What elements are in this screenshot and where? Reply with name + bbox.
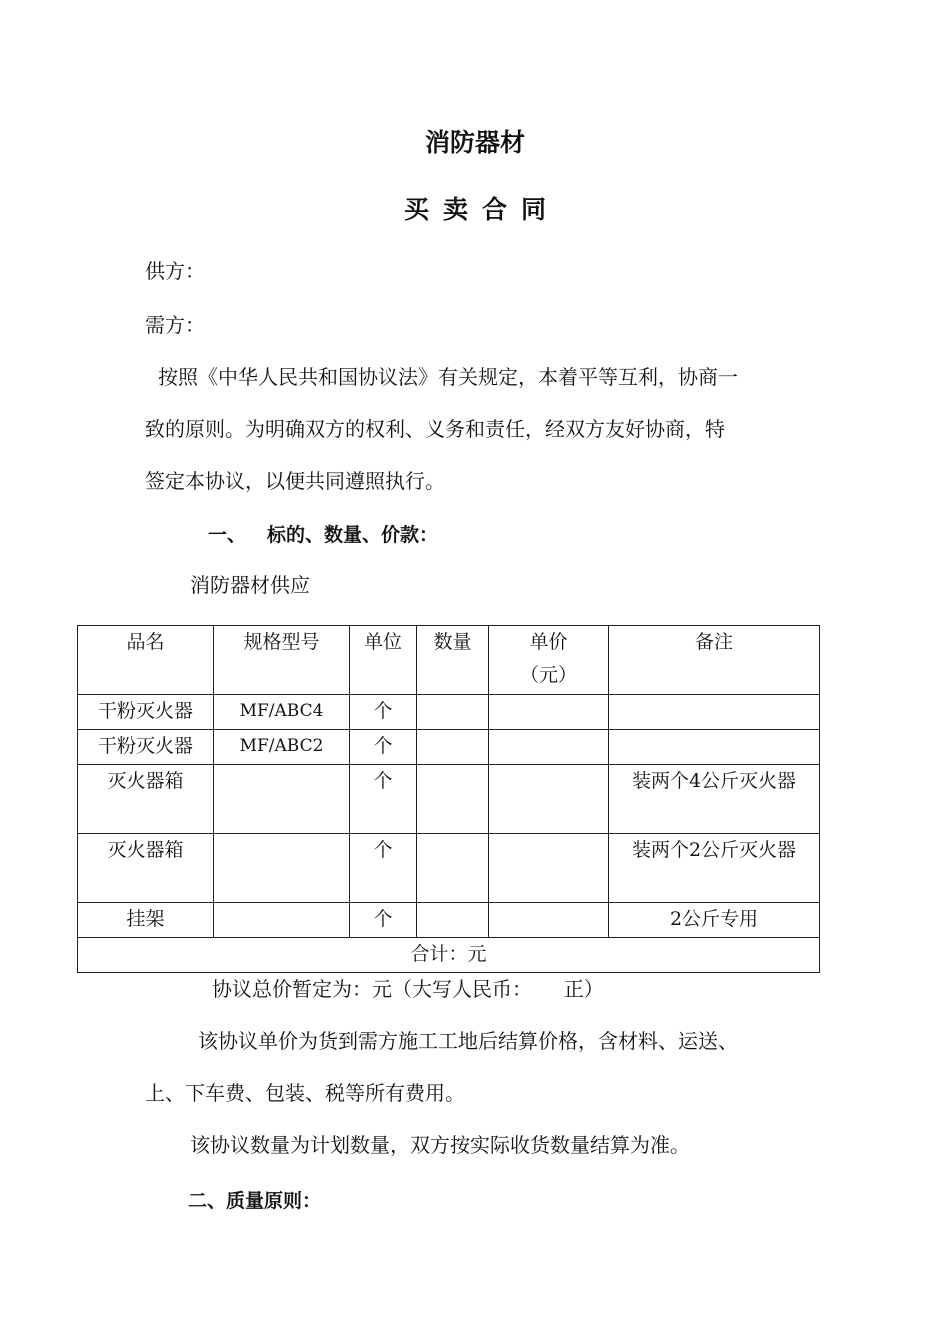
cell-quantity (417, 834, 489, 903)
cell-price (489, 765, 609, 834)
table-row (78, 730, 820, 765)
table-row (78, 765, 820, 834)
table-header-row (78, 626, 820, 695)
cell-unit: 个 (350, 695, 417, 730)
cell-model (214, 834, 350, 903)
cell-quantity (417, 765, 489, 834)
unit-price-line-2: 上、下车费、包装、税等所有费用。 (145, 1081, 465, 1105)
cell-name: 灭火器箱 (78, 765, 214, 834)
cell-unit: 个 (350, 765, 417, 834)
total-price-line: 协议总价暂定为：元（大写人民币： 正） (212, 977, 604, 1001)
intro-line-1: 按照《中华人民共和国协议法》有关规定，本着平等互利，协商一 (158, 365, 738, 389)
cell-price (489, 903, 609, 938)
cell-unit: 个 (350, 834, 417, 903)
cell-price (489, 695, 609, 730)
quantity-line: 该协议数量为计划数量，双方按实际收货数量结算为准。 (190, 1133, 690, 1157)
cell-unit: 个 (350, 730, 417, 765)
table-total-row (78, 938, 820, 973)
cell-note: 装两个2公斤灭火器 (609, 834, 820, 903)
header-cell: 数量 (417, 626, 489, 695)
unit-price-line-1: 该协议单价为货到需方施工工地后结算价格，含材料、运送、 (198, 1029, 738, 1053)
cell-name: 灭火器箱 (78, 834, 214, 903)
supply-label: 消防器材供应 (190, 573, 310, 597)
cell-price (489, 730, 609, 765)
title-line-2: 买卖合同 (403, 195, 560, 224)
cell-unit: 个 (350, 903, 417, 938)
total-cell: 合计：元 (78, 938, 820, 973)
header-cell: 单位 (350, 626, 417, 695)
cell-note: 装两个4公斤灭火器 (609, 765, 820, 834)
header-cell: 规格型号 (214, 626, 350, 695)
header-cell: 品名 (78, 626, 214, 695)
cell-model (214, 765, 350, 834)
cell-price (489, 834, 609, 903)
goods-table (77, 625, 820, 973)
table-row (78, 695, 820, 730)
intro-line-2: 致的原则。为明确双方的权利、义务和责任，经双方友好协商，特 (145, 417, 725, 441)
cell-model: MF/ABC2 (214, 730, 350, 765)
cell-name: 挂架 (78, 903, 214, 938)
cell-model (214, 903, 350, 938)
cell-quantity (417, 695, 489, 730)
title-line-1: 消防器材 (424, 128, 525, 157)
cell-note (609, 730, 820, 765)
table-row (78, 903, 820, 938)
cell-quantity (417, 730, 489, 765)
section1-number: 一、 (208, 524, 247, 546)
cell-note (609, 695, 820, 730)
cell-quantity (417, 903, 489, 938)
buyer-label: 需方： (145, 313, 205, 337)
cell-note: 2公斤专用 (609, 903, 820, 938)
cell-model: MF/ABC4 (214, 695, 350, 730)
header-cell: 单价（元） (489, 626, 609, 695)
supplier-label: 供方： (145, 259, 205, 283)
section2-title: 二、质量原则： (188, 1190, 322, 1212)
header-cell: 备注 (609, 626, 820, 695)
table-row (78, 834, 820, 903)
cell-name: 干粉灭火器 (78, 730, 214, 765)
section1-title: 标的、数量、价款： (267, 524, 439, 546)
intro-line-3: 签定本协议，以便共同遵照执行。 (145, 469, 445, 493)
cell-name: 干粉灭火器 (78, 695, 214, 730)
